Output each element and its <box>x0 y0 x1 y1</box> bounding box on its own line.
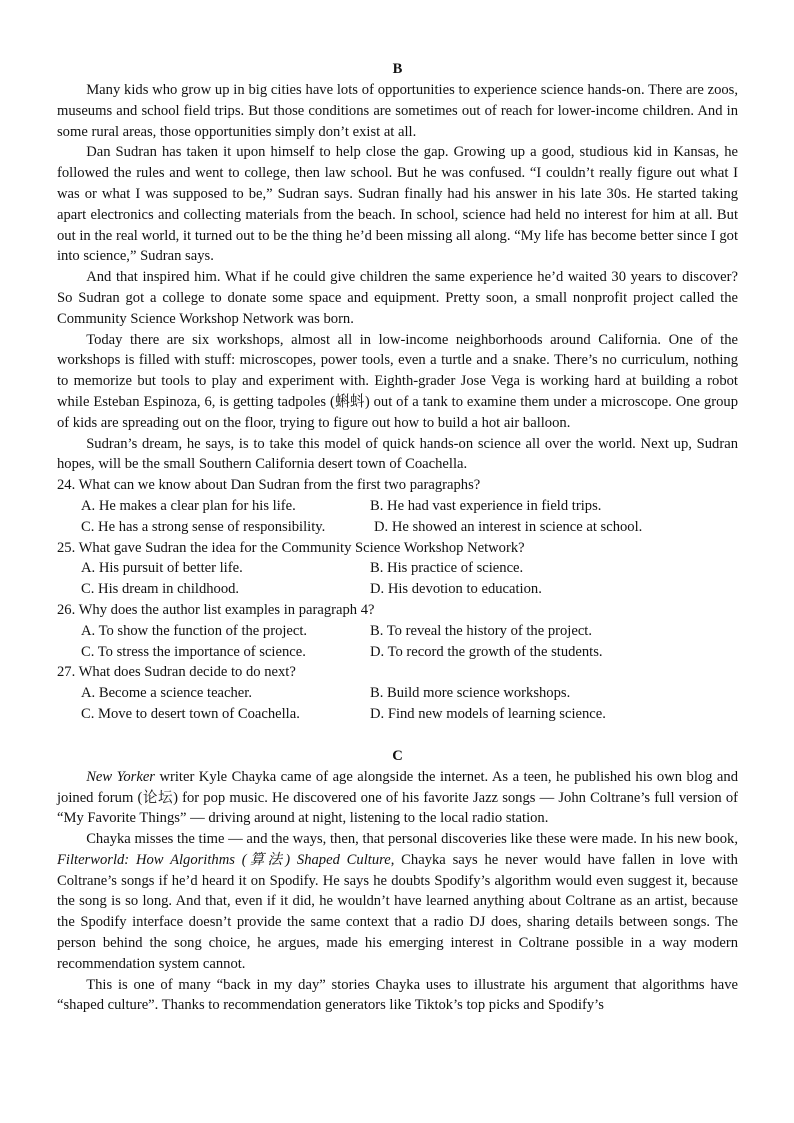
option-a: A. His pursuit of better life. <box>81 560 243 577</box>
paragraph-text: writer Kyle Chayka came of age alongside the internet. As a teen, he published his own blog and joined forum (论坛) for pop music. He discovered one of his favorite Jazz songs — John Coltrane’s full version of “My Favorite Things” — driving around at night, listening to the local radio station. <box>57 768 739 827</box>
paragraph-text: Chayka misses the time — and the ways, then, that personal discoveries like these were made. In his new book, <box>86 831 738 848</box>
option-d: D. To record the growth of the students. <box>370 643 603 660</box>
option-grid <box>57 496 738 538</box>
section-b-paragraph-1: Many kids who grow up in big cities have lots of opportunities to experience science hands-on. There are zoos, museums and school field trips. But those conditions are sometimes out of reach for lower-income children. And in some rural areas, those opportunities simply don’t exist at all. <box>57 82 738 140</box>
option-b: B. He had vast experience in field trips. <box>370 497 602 514</box>
question-stem: 27. What does Sudran decide to do next? <box>57 664 296 681</box>
section-b-paragraph-2: Dan Sudran has taken it upon himself to help close the gap. Growing up a good, studious kid in Kansas, he followed the rules and went to college, then law school. But he was confused. “I couldn’t really figure out what I was or what I was supposed to be,” Sudran says. Sudran finally had his answer in his late 30s. He started taking apart electronics and collecting materials from the beach. In school, science had held no interest for him at all. But out in the real world, it turned out to be the thing he’d been missing all along. “My life has become better since I got into science,” Sudran says. <box>57 144 738 265</box>
question-26 <box>57 600 738 662</box>
section-c-paragraph-1 <box>57 767 738 829</box>
option-b: B. Build more science workshops. <box>370 685 571 702</box>
section-b-paragraph-3: And that inspired him. What if he could give children the same experience he’d waited 30 years to discover? So Sudran got a college to donate some space and equipment. Pretty soon, a small nonprofit project called the Community Science Workshop Network was born. <box>57 269 738 327</box>
option-grid <box>57 621 738 663</box>
section-c-paragraph-3: This is one of many “back in my day” stories Chayka uses to illustrate his argument that algorithms have “shaped culture”. Thanks to recommendation generators like Tiktok’s top picks and Spodify’s <box>57 976 738 1014</box>
section-b-paragraph-5: Sudran’s dream, he says, is to take this model of quick hands-on science all over the world. Next up, Sudran hopes, will be the small Southern California desert town of Coachella. <box>57 435 738 473</box>
question-stem: 25. What gave Sudran the idea for the Community Science Workshop Network? <box>57 539 525 556</box>
option-grid <box>57 683 738 725</box>
option-c: C. Move to desert town of Coachella. <box>81 705 300 722</box>
option-c: C. He has a strong sense of responsibility. <box>81 518 326 535</box>
option-a: A. He makes a clear plan for his life. <box>81 497 296 514</box>
option-d: D. Find new models of learning science. <box>370 705 606 722</box>
section-b-heading: B <box>392 61 403 77</box>
section-c-heading: C <box>392 747 403 764</box>
paragraph-text: , Chayka says he never would have fallen in love with Coltrane’s songs if he’d heard it on Spodify. He says he doubts Spodify’s algorithm would even suggest it, because the song is so long. And that, even if it did, he wouldn’t have learned anything about Coltrane as an artist, because the Spodify interface doesn’t provide the same context that a radio DJ does, sharing details between songs. The person behind the song choice, he argues, made his emerging interest in Coltrane possible in a way modern recommendation system cannot. <box>57 851 738 972</box>
magazine-name: New Yorker <box>86 768 155 785</box>
question-stem: 26. Why does the author list examples in paragraph 4? <box>57 601 375 618</box>
document-page <box>57 58 738 1016</box>
question-stem: 24. What can we know about Dan Sudran from the first two paragraphs? <box>57 477 481 494</box>
section-c-paragraph-2 <box>57 829 738 975</box>
section-spacer <box>57 725 738 745</box>
option-c: C. His dream in childhood. <box>81 581 240 598</box>
option-a: A. To show the function of the project. <box>81 622 308 639</box>
question-27 <box>57 662 738 724</box>
book-title: Filterworld: How Algorithms (算法) Shaped Culture <box>57 851 391 868</box>
option-d: D. His devotion to education. <box>370 581 542 598</box>
section-b-paragraph-4: Today there are six workshops, almost all in low-income neighborhoods around California. One of the workshops is filled with stuff: microscopes, power tools, even a turtle and a snake. There’s no curriculum, nothing to memorize but tools to play and experiment with. Eighth-grader Jose Vega is working hard at building a robot while Esteban Espinoza, 6, is getting tadpoles (蝌蚪) out of a tank to examine them under a microscope. One group of kids are spreading out on the floor, trying to figure out how to build a hot air balloon. <box>57 331 738 431</box>
option-grid <box>57 558 738 600</box>
question-25 <box>57 538 738 600</box>
option-b: B. To reveal the history of the project. <box>370 622 593 639</box>
option-b: B. His practice of science. <box>370 560 524 577</box>
option-a: A. Become a science teacher. <box>81 685 252 702</box>
option-d: D. He showed an interest in science at school. <box>374 518 643 535</box>
question-24 <box>57 475 738 537</box>
option-c: C. To stress the importance of science. <box>81 643 306 660</box>
